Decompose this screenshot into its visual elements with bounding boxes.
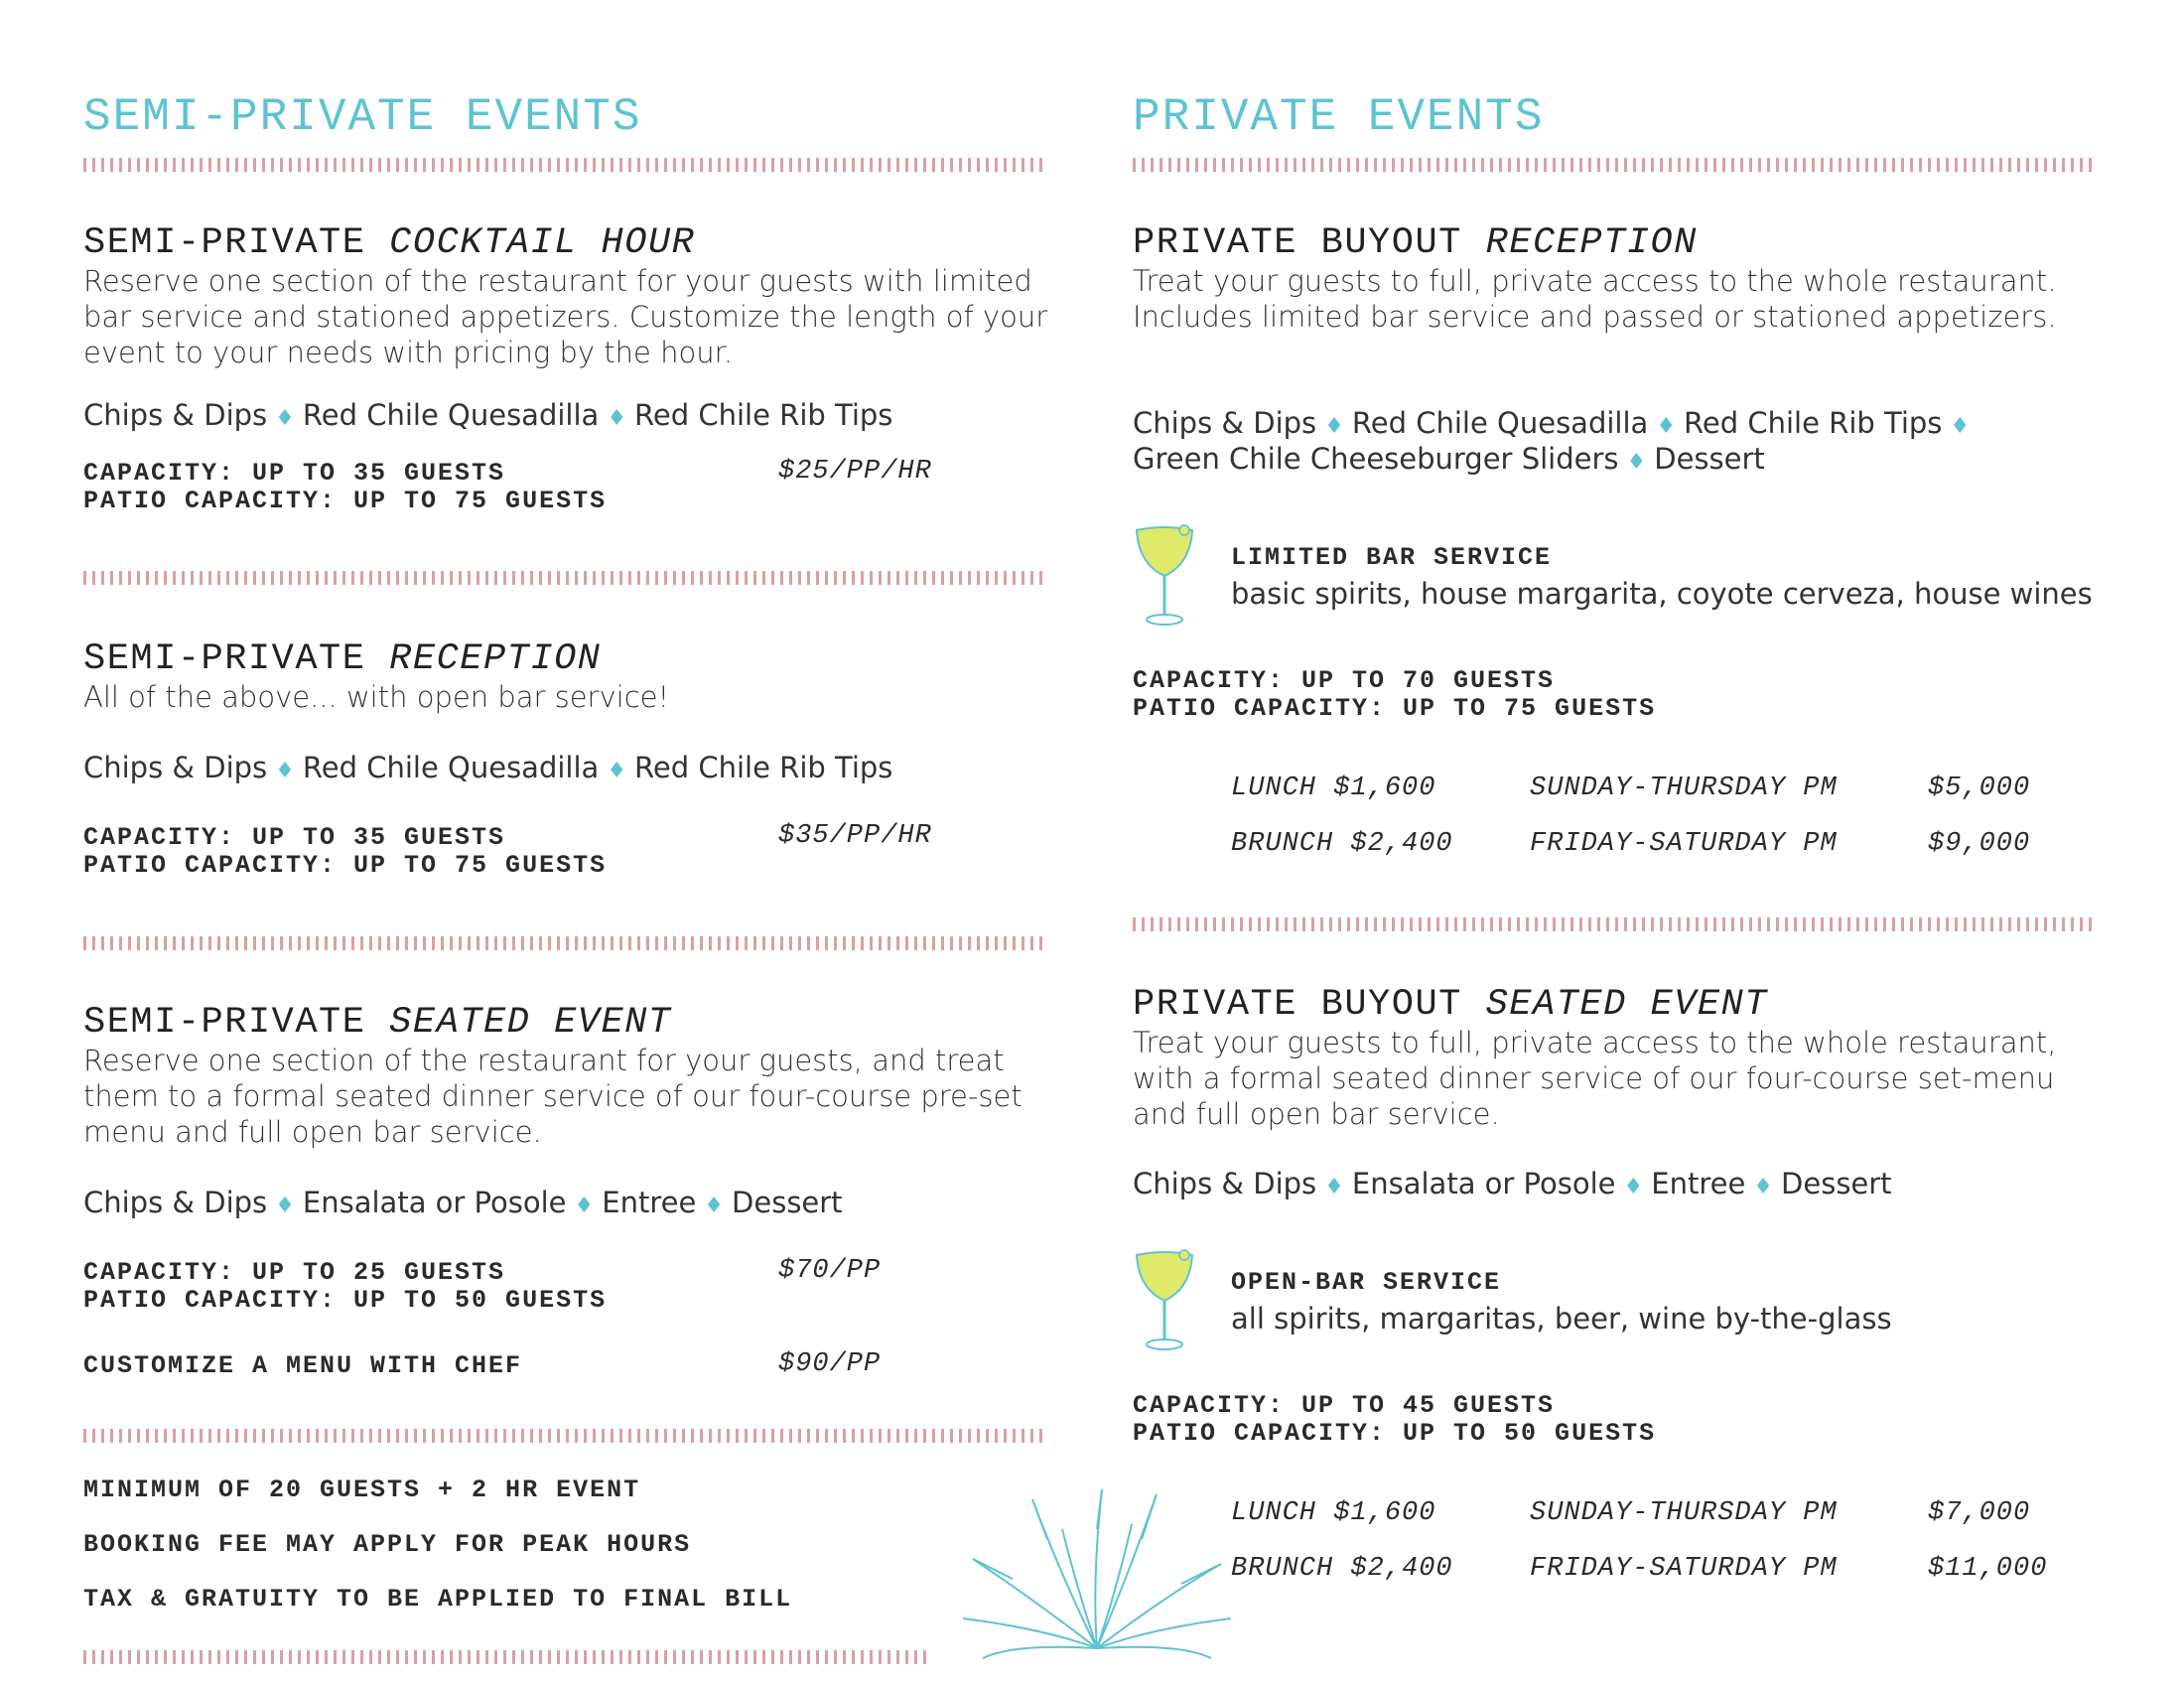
capacity: CAPACITY: UP TO 70 GUESTS [1133,666,1556,695]
price: $70/PP [778,1256,882,1286]
patio-capacity: PATIO CAPACITY: UP TO 50 GUESTS [83,1286,608,1315]
leaf-icon: ♦ [1656,414,1677,439]
divider [83,1429,1046,1443]
event-description: Reserve one section of the restaurant for your guests with limited bar service and stationed appetizers. Customize the length of your event to your needs with pricing by the hour. [83,264,1048,369]
bar-service-title: LIMITED BAR SERVICE [1231,543,1553,572]
sunday-thursday-label: SUNDAY-THURSDAY PM [1530,1498,1838,1528]
menu-items: Chips & Dips ♦ Red Chile Quesadilla ♦ Red Chile Rib Tips [83,397,892,437]
divider [83,158,1046,172]
custom-menu-price: $90/PP [778,1349,882,1379]
brunch-price: BRUNCH $2,400 [1231,829,1453,859]
event-title: SEMI-PRIVATE RECEPTION [83,638,602,680]
leaf-icon: ♦ [275,406,295,431]
leaf-icon: ♦ [1753,1175,1774,1199]
price: $25/PP/HR [778,457,932,487]
menu-items: Chips & Dips ♦ Ensalata or Posole ♦ Entree ♦ Dessert [83,1185,843,1224]
leaf-icon: ♦ [607,759,627,783]
leaf-icon: ♦ [275,759,295,783]
menu-items: Chips & Dips ♦ Red Chile Quesadilla ♦ Red Chile Rib Tips ♦ [1133,405,1978,445]
note-tax-gratuity: TAX & GRATUITY TO BE APPLIED TO FINAL BILL [83,1585,793,1614]
friday-saturday-label: FRIDAY-SATURDAY PM [1530,829,1838,859]
event-title: PRIVATE BUYOUT SEATED EVENT [1133,984,1769,1026]
leaf-icon: ♦ [1950,414,1971,439]
leaf-icon: ♦ [1626,450,1647,475]
leaf-icon: ♦ [1324,1175,1344,1199]
lunch-price: LUNCH $1,600 [1231,1498,1436,1528]
event-description: Treat your guests to full, private access to the whole restaurant, with a formal seated dinner service of our four-course set-menu and full open bar service. [1133,1026,2057,1131]
friday-saturday-price: $11,000 [1928,1554,2048,1584]
brunch-price: BRUNCH $2,400 [1231,1554,1453,1584]
section-title: SEMI-PRIVATE EVENTS [83,91,642,143]
divider [1133,917,2096,931]
patio-capacity: PATIO CAPACITY: UP TO 75 GUESTS [83,851,608,880]
friday-saturday-price: $9,000 [1928,829,2031,859]
sunday-thursday-label: SUNDAY-THURSDAY PM [1530,774,1838,803]
margarita-glass-icon [1133,524,1196,633]
leaf-icon: ♦ [704,1194,725,1218]
divider [83,571,1046,585]
leaf-icon: ♦ [1623,1175,1644,1199]
capacity: CAPACITY: UP TO 25 GUESTS [83,1258,506,1287]
divider [83,1650,929,1664]
bar-service-description: all spirits, margaritas, beer, wine by-the-glass [1231,1302,1892,1336]
sunday-thursday-price: $5,000 [1928,774,2031,803]
bar-service-description: basic spirits, house margarita, coyote cerveza, house wines [1231,577,2093,611]
patio-capacity: PATIO CAPACITY: UP TO 75 GUESTS [1133,694,1657,723]
event-description: Treat your guests to full, private access to the whole restaurant. Includes limited bar service and passed or stationed appetizers. [1133,264,2057,334]
leaf-icon: ♦ [607,406,627,431]
lunch-price: LUNCH $1,600 [1231,774,1436,803]
divider [1133,158,2096,172]
sunday-thursday-price: $7,000 [1928,1498,2031,1528]
note-booking-fee: BOOKING FEE MAY APPLY FOR PEAK HOURS [83,1530,692,1559]
agave-plant-icon [953,1470,1241,1668]
event-title: PRIVATE BUYOUT RECEPTION [1133,222,1698,264]
note-minimum: MINIMUM OF 20 GUESTS + 2 HR EVENT [83,1476,641,1504]
leaf-icon: ♦ [574,1194,595,1218]
event-description: All of the above... with open bar service! [83,680,670,714]
capacity: CAPACITY: UP TO 45 GUESTS [1133,1391,1556,1420]
menu-items: Chips & Dips ♦ Ensalata or Posole ♦ Entree ♦ Dessert [1133,1166,1892,1205]
custom-menu-label: CUSTOMIZE A MENU WITH CHEF [83,1351,523,1380]
event-description: Reserve one section of the restaurant for your guests, and treat them to a formal seated dinner service of our four-course pre-set menu and full open bar service. [83,1044,1023,1149]
patio-capacity: PATIO CAPACITY: UP TO 75 GUESTS [83,487,608,515]
friday-saturday-label: FRIDAY-SATURDAY PM [1530,1554,1838,1584]
menu-items: Green Chile Cheeseburger Sliders ♦ Dessert [1133,441,1765,481]
capacity: CAPACITY: UP TO 35 GUESTS [83,459,506,488]
event-title: SEMI-PRIVATE COCKTAIL HOUR [83,222,696,264]
menu-items: Chips & Dips ♦ Red Chile Quesadilla ♦ Red Chile Rib Tips [83,750,892,789]
leaf-icon: ♦ [275,1194,295,1218]
margarita-glass-icon [1133,1249,1196,1358]
bar-service-title: OPEN-BAR SERVICE [1231,1268,1502,1297]
capacity: CAPACITY: UP TO 35 GUESTS [83,823,506,852]
leaf-icon: ♦ [1324,414,1344,439]
event-title: SEMI-PRIVATE SEATED EVENT [83,1002,672,1044]
price: $35/PP/HR [778,821,932,851]
patio-capacity: PATIO CAPACITY: UP TO 50 GUESTS [1133,1419,1657,1448]
divider [83,936,1046,950]
section-title: PRIVATE EVENTS [1133,91,1545,143]
